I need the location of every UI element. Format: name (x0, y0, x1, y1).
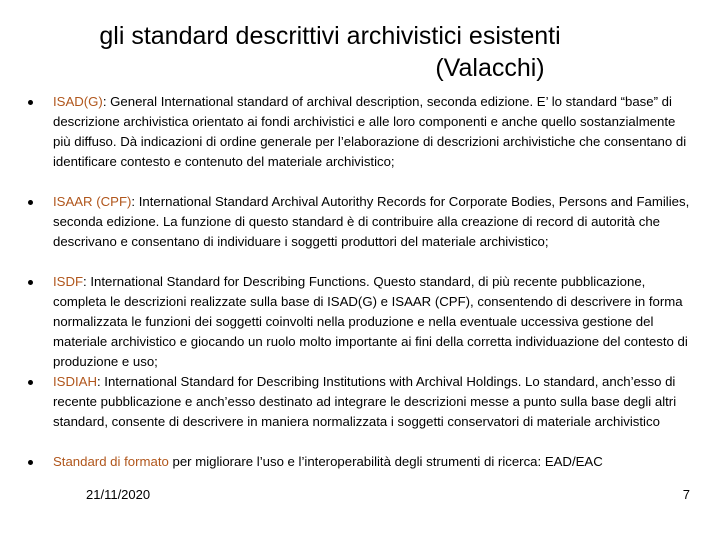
bullet-dot-icon (28, 380, 33, 385)
bullet-list (28, 92, 696, 472)
bullet-dot-icon (28, 460, 33, 465)
page-number: 7 (682, 487, 690, 502)
bullet-dot-icon (28, 100, 33, 105)
slide-title (60, 20, 620, 84)
title-line-1: gli standard descrittivi archivistici esistenti (99, 22, 561, 50)
bullet-term: ISAD(G) (53, 94, 103, 109)
bullet-text: per migliorare l’uso e l’interoperabilità degli strumenti di ricerca: EAD/EAC (168, 454, 603, 469)
footer-date: 21/11/2020 (86, 487, 151, 502)
bullet-term: ISDF (53, 274, 84, 289)
bullet-dot-icon (28, 280, 33, 285)
bullet-text: : General International standard of archival description, seconda edizione. E’ lo standard “base” di descrizione archivistica orientato ai fondi archivistici e alle loro componenti e anche quello sostanzialmente più diffuso. Dà indicazioni di ordine generale per l’elaborazione di descrizioni archivistiche che consentano di identificare contesto e contenuto del materiale archivistico; (53, 94, 687, 169)
bullet-term: Standard di formato (53, 454, 169, 469)
bullet-term: ISDIAH (53, 374, 97, 389)
title-line-2: (Valacchi) (435, 54, 545, 82)
bullet-item-isdf (28, 272, 696, 372)
bullet-item-isdiah (28, 372, 696, 452)
bullet-term: ISAAR (CPF) (53, 194, 132, 209)
bullet-dot-icon (28, 200, 33, 205)
bullet-text: : International Standard for Describing Functions. Questo standard, di più recente pubblicazione, completa le descrizioni realizzate sulla base di ISAD(G) e ISAAR (CPF), consentendo di descrivere in forma normalizzata le funzioni dei soggetti coinvolti nella produzione e nella eventuale uccessiva gestione del materiale archivistico e giocando un ruolo molto importante ai fini della corretta individuazione del contesto di produzione e uso; (53, 274, 688, 369)
bullet-item-isaar (28, 192, 696, 272)
bullet-text: : International Standard for Describing Institutions with Archival Holdings. Lo standard, anch’esso di recente pubblicazione e anch’esso destinato ad integrare le descrizioni messe a punto sulla base degli altri standard, consente di descrivere in maniera normalizzata i soggetti conservatori di materiale archivistico (53, 374, 677, 429)
bullet-item-isadg (28, 92, 696, 192)
bullet-text: : International Standard Archival Autorithy Records for Corporate Bodies, Persons and Families, seconda edizione. La funzione di questo standard è di contribuire alla creazione di record di autorità che descrivano e consentano di individuare i soggetti produttori del materiale archivistico; (53, 194, 690, 249)
bullet-item-formato (28, 452, 696, 472)
